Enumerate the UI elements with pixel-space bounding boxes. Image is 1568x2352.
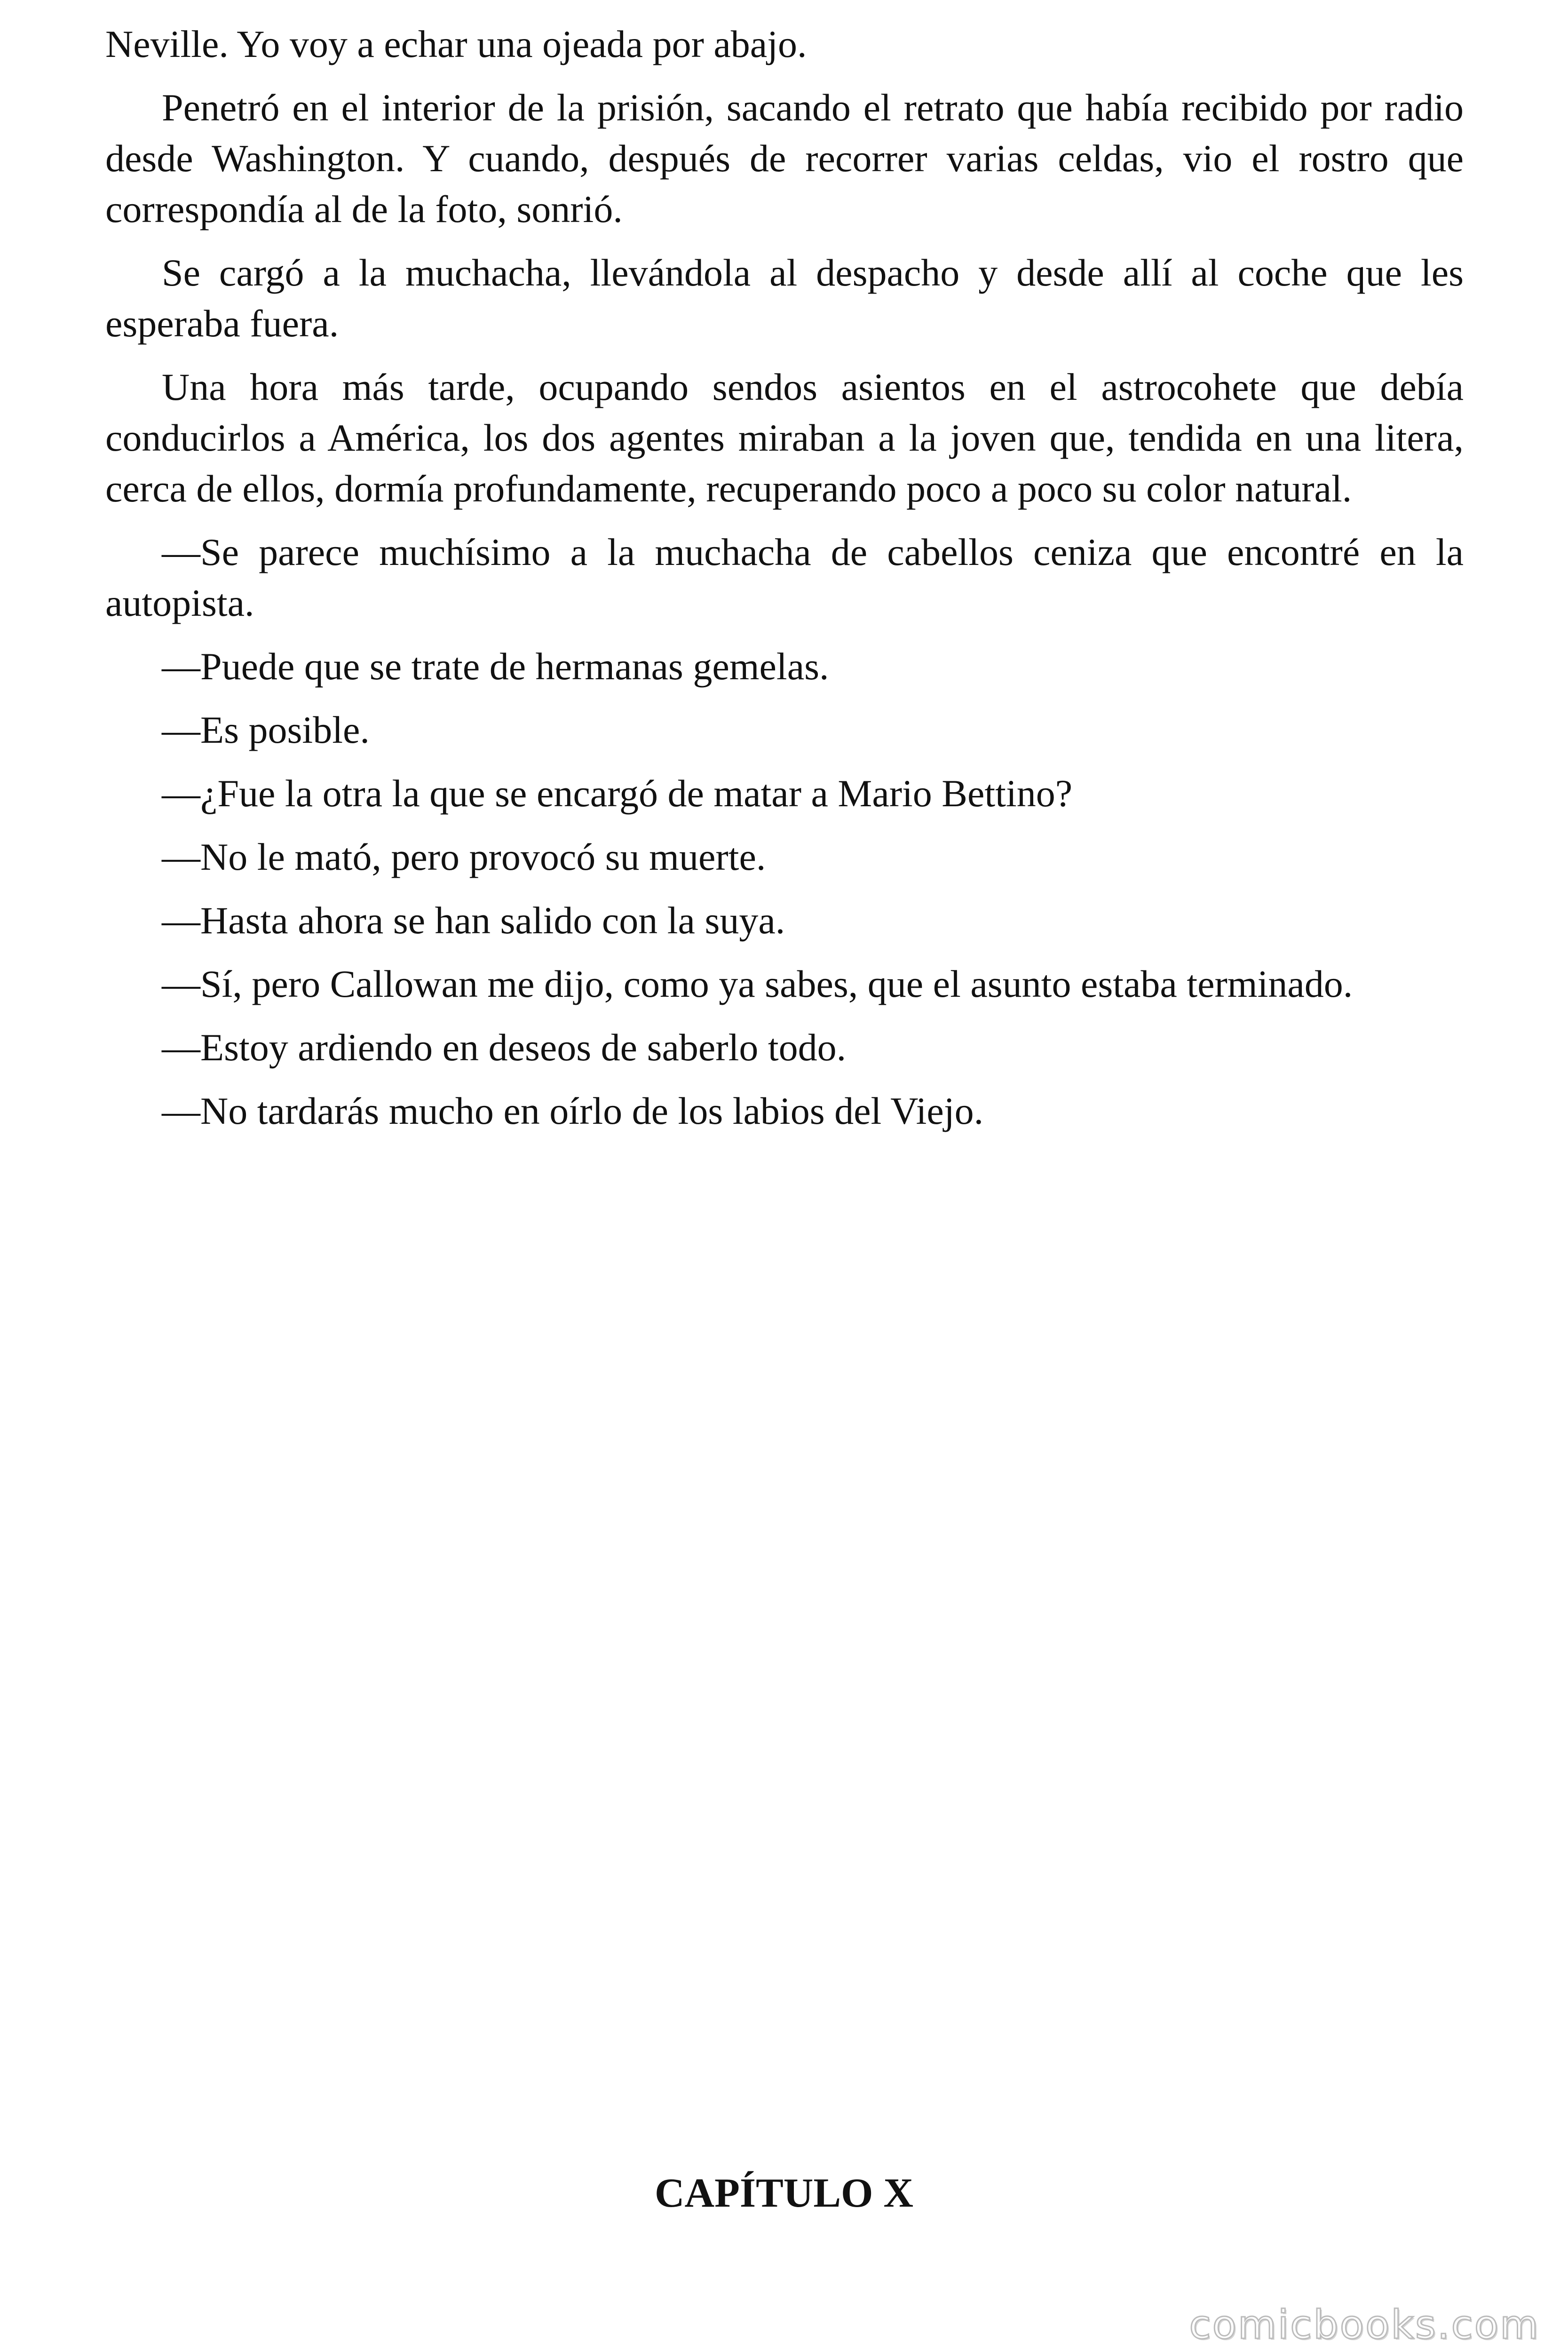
dialogue-line: —No le mató, pero provocó su muerte. (162, 835, 766, 878)
paragraph: Neville. Yo voy a echar una ojeada por abajo. (105, 23, 807, 65)
page-body (105, 19, 1464, 1149)
dialogue-line: —Sí, pero Callowan me dijo, como ya sabes, que el asunto estaba terminado. (162, 962, 1353, 1005)
dialogue-line: —No tardarás mucho en oírlo de los labios del Viejo. (162, 1089, 984, 1132)
paragraph: Penetró en el interior de la prisión, sacando el retrato que había recibido por radio desde Washington. Y cuando, después de recorrer varias celdas, vio el rostro que correspondía al de la foto, sonrió. (105, 86, 1464, 230)
watermark: comicbooks.com (1189, 2302, 1540, 2348)
paragraph: Se cargó a la muchacha, llevándola al despacho y desde allí al coche que les esperaba fuera. (105, 251, 1464, 345)
dialogue-line: —Es posible. (162, 708, 370, 751)
dialogue-line: —Hasta ahora se han salido con la suya. (162, 899, 785, 942)
paragraph: Una hora más tarde, ocupando sendos asientos en el astrocohete que debía conducirlos a América, los dos agentes miraban a la joven que, tendida en una litera, cerca de ellos, dormía profundamente, recuperando poco a poco su color natural. (105, 366, 1464, 510)
dialogue-line: —Puede que se trate de hermanas gemelas. (162, 645, 829, 688)
dialogue-line: —Se parece muchísimo a la muchacha de cabellos ceniza que encontré en la autopista. (105, 531, 1464, 624)
dialogue-line: —¿Fue la otra la que se encargó de matar a Mario Bettino? (162, 772, 1073, 815)
dialogue-line: —Estoy ardiendo en deseos de saberlo todo. (162, 1026, 847, 1069)
chapter-heading: CAPÍTULO X (654, 2170, 914, 2216)
